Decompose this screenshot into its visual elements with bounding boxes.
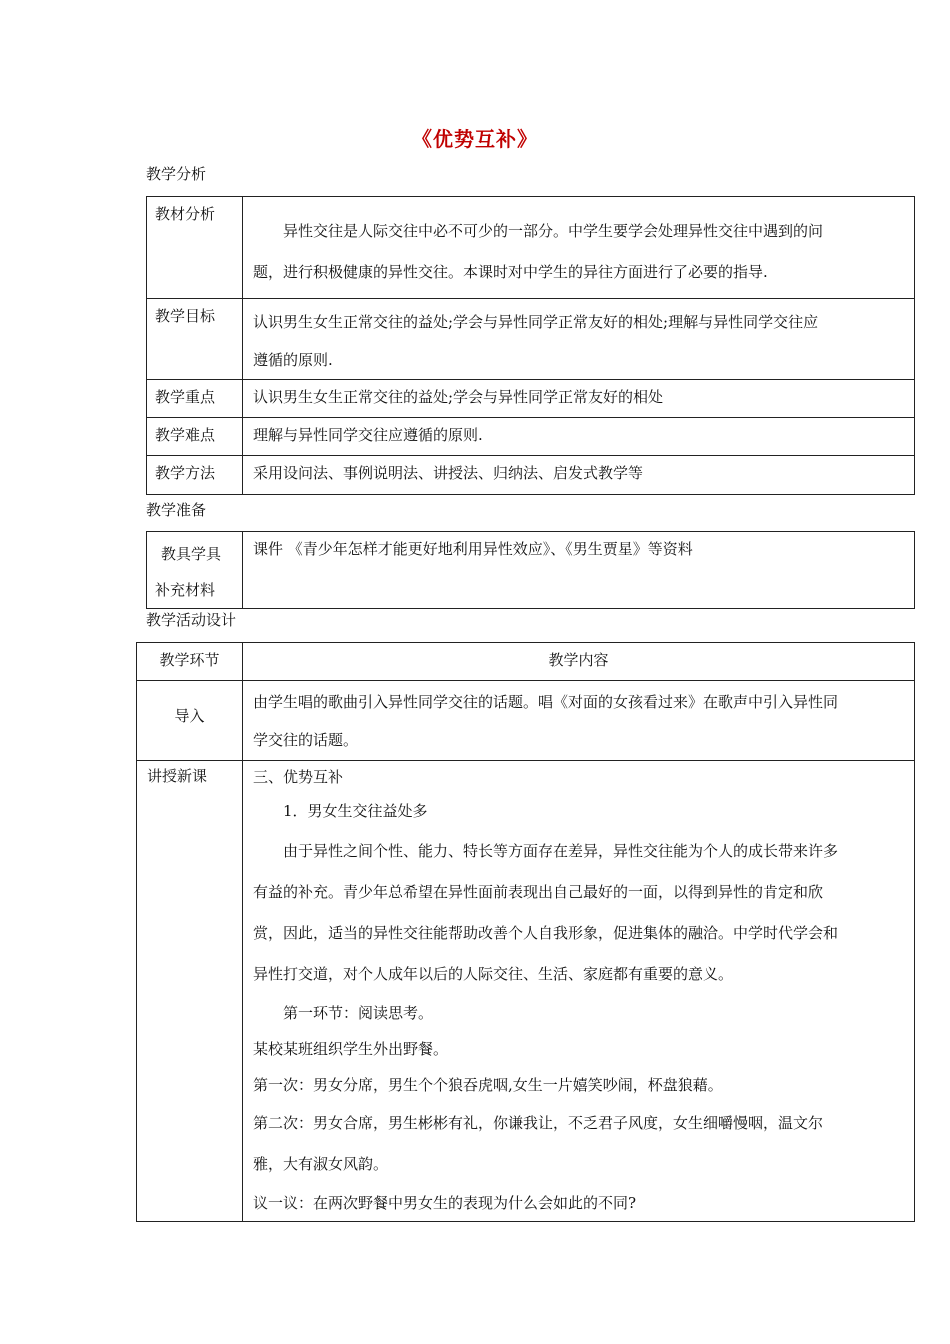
new-lesson-label: 讲授新课	[137, 761, 243, 1222]
material-line: 题，进行积极健康的异性交往。本课时对中学生的异往方面进行了必要的指导.	[253, 263, 768, 281]
goal-line: 认识男生女生正常交往的益处;学会与异性同学正常友好的相处;理解与异性同学交往应	[253, 313, 819, 331]
goal-content	[243, 299, 915, 380]
prep-table	[146, 531, 915, 609]
new-lesson-content	[243, 761, 915, 1222]
intro-label: 导入	[137, 681, 243, 761]
intro-line: 由学生唱的歌曲引入异性同学交往的话题。唱《对面的女孩看过来》在歌声中引入异性同	[253, 693, 839, 711]
prep-label	[147, 532, 243, 609]
lesson-step: 第一环节：阅读思考。	[283, 1004, 434, 1022]
goal-label: 教学目标	[147, 299, 243, 380]
key-label: 教学重点	[147, 380, 243, 418]
material-line: 异性交往是人际交往中必不可少的一部分。中学生要学会处理异性交往中遇到的问	[283, 222, 824, 240]
document-title: 《优势互补》	[412, 127, 538, 151]
lesson-paragraph-line: 异性打交道，对个人成年以后的人际交往、生活、家庭都有重要的意义。	[253, 965, 734, 983]
material-label: 教材分析	[147, 197, 243, 299]
intro-line: 学交往的话题。	[253, 731, 359, 749]
header-content: 教学内容	[243, 643, 915, 681]
prep-label-line: 补充材料	[155, 581, 216, 599]
method-label: 教学方法	[147, 456, 243, 495]
lesson-question: 议一议：在两次野餐中男女生的表现为什么会如此的不同?	[253, 1194, 637, 1212]
prep-content: 课件 《青少年怎样才能更好地利用异性效应》、《男生贾星》等资料	[243, 532, 915, 609]
lesson-story: 第一次：男女分席，男生个个狼吞虎咽,女生一片嬉笑吵闹，杯盘狼藉。	[253, 1076, 723, 1094]
lesson-heading: 三、优势互补	[253, 768, 344, 786]
lesson-subheading: 1．男女生交往益处多	[283, 802, 428, 820]
difficulty-label: 教学难点	[147, 418, 243, 456]
activity-table	[136, 642, 915, 1222]
method-content: 采用设问法、事例说明法、讲授法、归纳法、启发式教学等	[243, 456, 915, 495]
lesson-story: 雅，大有淑女风韵。	[253, 1155, 389, 1173]
intro-content	[243, 681, 915, 761]
material-content	[243, 197, 915, 299]
lesson-story: 第二次：男女合席，男生彬彬有礼，你谦我让，不乏君子风度，女生细嚼慢咽，温文尔	[253, 1114, 824, 1132]
lesson-paragraph-line: 由于异性之间个性、能力、特长等方面存在差异，异性交往能为个人的成长带来许多	[283, 842, 839, 860]
lesson-story: 某校某班组织学生外出野餐。	[253, 1040, 449, 1058]
goal-line: 遵循的原则.	[253, 351, 333, 369]
difficulty-content: 理解与异性同学交往应遵循的原则.	[243, 418, 915, 456]
lesson-paragraph-line: 有益的补充。青少年总希望在异性面前表现出自己最好的一面，以得到异性的肯定和欣	[253, 883, 824, 901]
lesson-paragraph-line: 赏，因此，适当的异性交往能帮助改善个人自我形象，促进集体的融洽。中学时代学会和	[253, 924, 839, 942]
section-label-preparation: 教学准备	[146, 501, 207, 519]
prep-label-line: 教具学具	[161, 545, 222, 563]
key-content: 认识男生女生正常交往的益处;学会与异性同学正常友好的相处	[243, 380, 915, 418]
section-label-activity: 教学活动设计	[146, 611, 237, 629]
section-label-analysis: 教学分析	[146, 165, 207, 183]
header-stage: 教学环节	[137, 643, 243, 681]
analysis-table	[146, 196, 915, 495]
